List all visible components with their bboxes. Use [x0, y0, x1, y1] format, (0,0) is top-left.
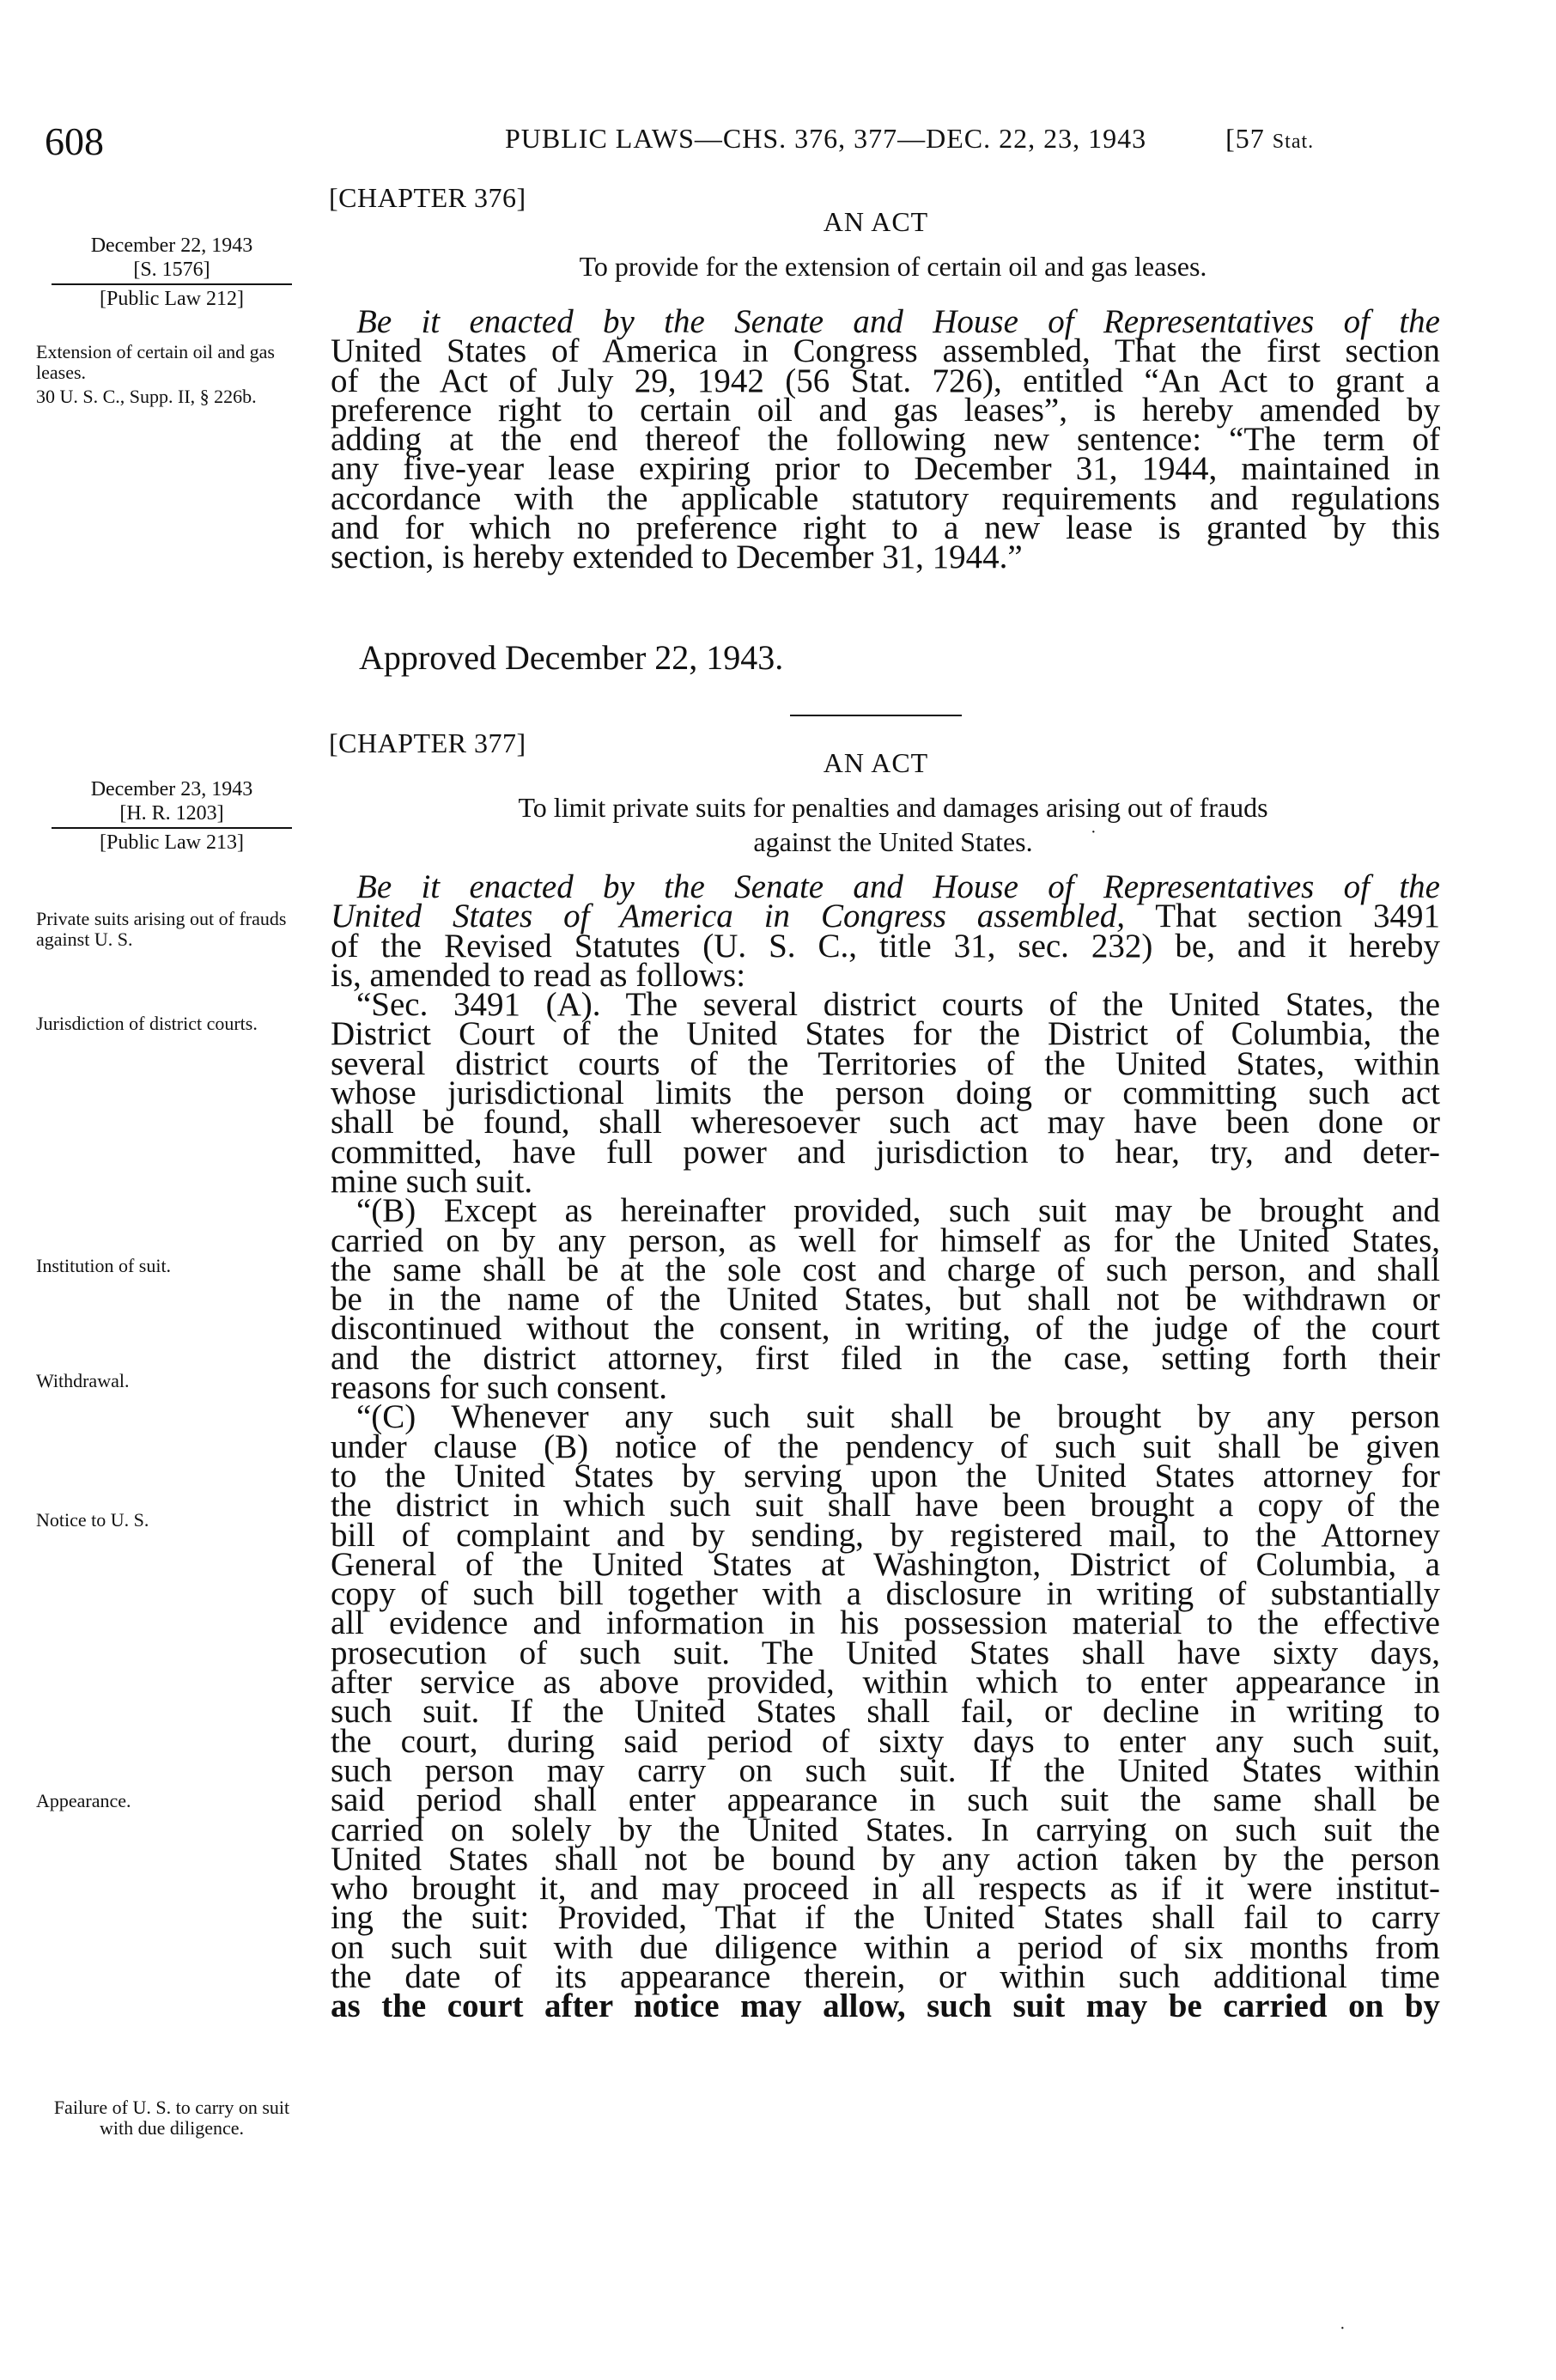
body-line: is, amended to read as follows:: [331, 956, 746, 994]
body-line: under clause (B) notice of the pendency of such suit shall be given: [331, 1427, 1440, 1465]
body-line: bill of complaint and by sending, by registered mail, to the Attorney: [331, 1516, 1440, 1554]
stray-mark-bottom: ·: [1340, 2319, 1346, 2338]
body-line: the same shall be at the sole cost and charge of such person, and shall: [331, 1251, 1440, 1288]
chapter-376-body: [331, 303, 1440, 576]
body-line: on such suit with due diligence within a period of six months from: [331, 1928, 1440, 1966]
chapter-376-subtitle: To provide for the extension of certain oil and gas leases.: [579, 251, 1207, 282]
margin-note-extension: Extension of certain oil and gas leases.: [36, 341, 275, 383]
chapter-divider: [790, 715, 962, 716]
body-line: District Court of the United States for the District of Columbia, the: [331, 1015, 1440, 1053]
chapter-376-label: [CHAPTER 376]: [329, 182, 526, 213]
body-line: Be it enacted by the Senate and House of Representatives of the: [356, 868, 1440, 905]
body-line: of the Act of July 29, 1942 (56 Stat. 726), entitled “An Act to grant a: [331, 362, 1440, 399]
body-line: “Sec. 3491 (A). The several district courts of the United States, the: [356, 986, 1440, 1024]
subtitle-line-1: To limit private suits for penalties and damages arising out of frauds: [518, 792, 1268, 823]
chapter-377-act-heading: AN ACT: [823, 747, 929, 778]
body-line: be in the name of the United States, but shall not be withdrawn or: [331, 1281, 1440, 1318]
body-line: carried on solely by the United States. In carrying on such suit the: [331, 1811, 1440, 1848]
body-line: such person may carry on such suit. If the United States within: [331, 1751, 1440, 1789]
body-line: ing the suit: Provided, That if the United States shall fail to carry: [331, 1899, 1440, 1937]
margin-note-appearance: Appearance.: [36, 1790, 131, 1811]
enacting-clause-italic: United States of America in Congress assembled,: [331, 898, 1126, 935]
body-line: after service as above provided, within which to enter appearance in: [331, 1664, 1440, 1701]
margin-note-failure: Failure of U. S. to carry on suit with due diligence.: [53, 2097, 290, 2139]
margin-rule-376: [52, 283, 292, 285]
body-line: section, is hereby extended to December 31, 1944.”: [331, 539, 1023, 576]
volume-label: [57: [1225, 123, 1265, 154]
subtitle-line-2: against the United States.: [753, 826, 1033, 857]
body-line: accordance with the applicable statutory requirements and regulations: [331, 479, 1440, 517]
body-line: “(C) Whenever any such suit shall be brought by any person: [356, 1398, 1440, 1436]
margin-note-withdrawal: Withdrawal.: [36, 1370, 130, 1391]
body-line: prosecution of such suit. The United States shall have sixty days,: [331, 1634, 1440, 1671]
running-head-title: PUBLIC LAWS—CHS. 376, 377—DEC. 22, 23, 1943: [505, 123, 1147, 154]
margin-rule-377: [52, 827, 292, 829]
margin-note-notice: Notice to U. S.: [36, 1509, 149, 1531]
body-line: and for which no preference right to a new lease is granted by this: [331, 509, 1440, 547]
margin-bill-376: [S. 1576]: [133, 259, 210, 281]
margin-note-institution: Institution of suit.: [36, 1255, 172, 1276]
body-line: General of the United States at Washington, District of Columbia, a: [331, 1545, 1440, 1583]
body-line: Be it enacted by the Senate and House of Representatives of the: [356, 303, 1440, 340]
body-line: the date of its appearance therein, or within such additional time: [331, 1957, 1440, 1995]
chapter-377-subtitle: [369, 790, 1417, 859]
body-line: discontinued without the consent, in writing, of the judge of the court: [331, 1310, 1440, 1348]
body-line: committed, have full power and jurisdiction to hear, try, and deter-: [331, 1133, 1440, 1171]
body-line: the court, during said period of sixty days to enter any such suit,: [331, 1722, 1440, 1760]
body-line: copy of such bill together with a disclosure in writing of substantially: [331, 1575, 1440, 1613]
chapter-376-act-heading: AN ACT: [823, 206, 929, 237]
body-line: United States of America in Congress assembled, That the first section: [331, 332, 1440, 370]
body-line: and the district attorney, first filed in the case, setting forth their: [331, 1339, 1440, 1377]
margin-date-377: December 23, 1943: [90, 778, 253, 800]
body-line: mine such suit.: [331, 1162, 533, 1200]
chapter-377-label: [CHAPTER 377]: [329, 727, 526, 758]
body-line: shall be found, shall wheresoever such act may have been done or: [331, 1104, 1440, 1141]
margin-note-usc: 30 U. S. C., Supp. II, § 226b.: [36, 386, 257, 407]
body-line: said period shall enter appearance in such suit the same shall be: [331, 1781, 1440, 1819]
body-line: all evidence and information in his possession material to the effective: [331, 1604, 1440, 1642]
page-number: 608: [45, 119, 104, 163]
enacting-clause-rest: That section 3491: [1125, 898, 1440, 935]
approved-line: Approved December 22, 1943.: [359, 638, 784, 677]
body-line: United States shall not be bound by any action taken by the person: [331, 1840, 1440, 1878]
volume-stat: Stat.: [1272, 131, 1315, 153]
body-line: “(B) Except as hereinafter provided, such suit may be brought and: [356, 1192, 1440, 1230]
body-line: preference right to certain oil and gas leases”, is hereby amended by: [331, 391, 1440, 429]
body-line: several district courts of the Territories of the United States, within: [331, 1044, 1440, 1082]
body-line: to the United States by serving upon the United States attorney for: [331, 1457, 1440, 1494]
margin-public-law-376: [Public Law 212]: [100, 288, 244, 310]
running-head: [505, 123, 1314, 155]
body-line: of the Revised Statutes (U. S. C., title 31, sec. 232) be, and it hereby: [331, 927, 1440, 965]
margin-note-private-suits: Private suits arising out of frauds against U. S.: [36, 908, 287, 950]
body-line: carried on by any person, as well for himself as for the United States,: [331, 1221, 1440, 1259]
stray-mark: ·: [1091, 823, 1097, 842]
body-line: adding at the end thereof the following new sentence: “The term of: [331, 421, 1440, 459]
body-line: such suit. If the United States shall fail, or decline in writing to: [331, 1693, 1440, 1731]
body-line: who brought it, and may proceed in all respects as if it were institut-: [331, 1870, 1440, 1908]
body-line: whose jurisdictional limits the person doing or committing such act: [331, 1074, 1440, 1112]
margin-public-law-377: [Public Law 213]: [100, 831, 244, 854]
margin-date-376: December 22, 1943: [90, 234, 253, 257]
chapter-377-body: [331, 868, 1440, 2025]
body-line: the district in which such suit shall have been brought a copy of the: [331, 1487, 1440, 1525]
margin-bill-377: [H. R. 1203]: [119, 802, 224, 825]
body-line: as the court after notice may allow, such suit may be carried on by: [331, 1987, 1440, 2025]
body-line: any five-year lease expiring prior to December 31, 1944, maintained in: [331, 450, 1440, 488]
margin-note-jurisdiction: Jurisdiction of district courts.: [36, 1013, 258, 1034]
body-line: reasons for such consent.: [331, 1369, 668, 1407]
